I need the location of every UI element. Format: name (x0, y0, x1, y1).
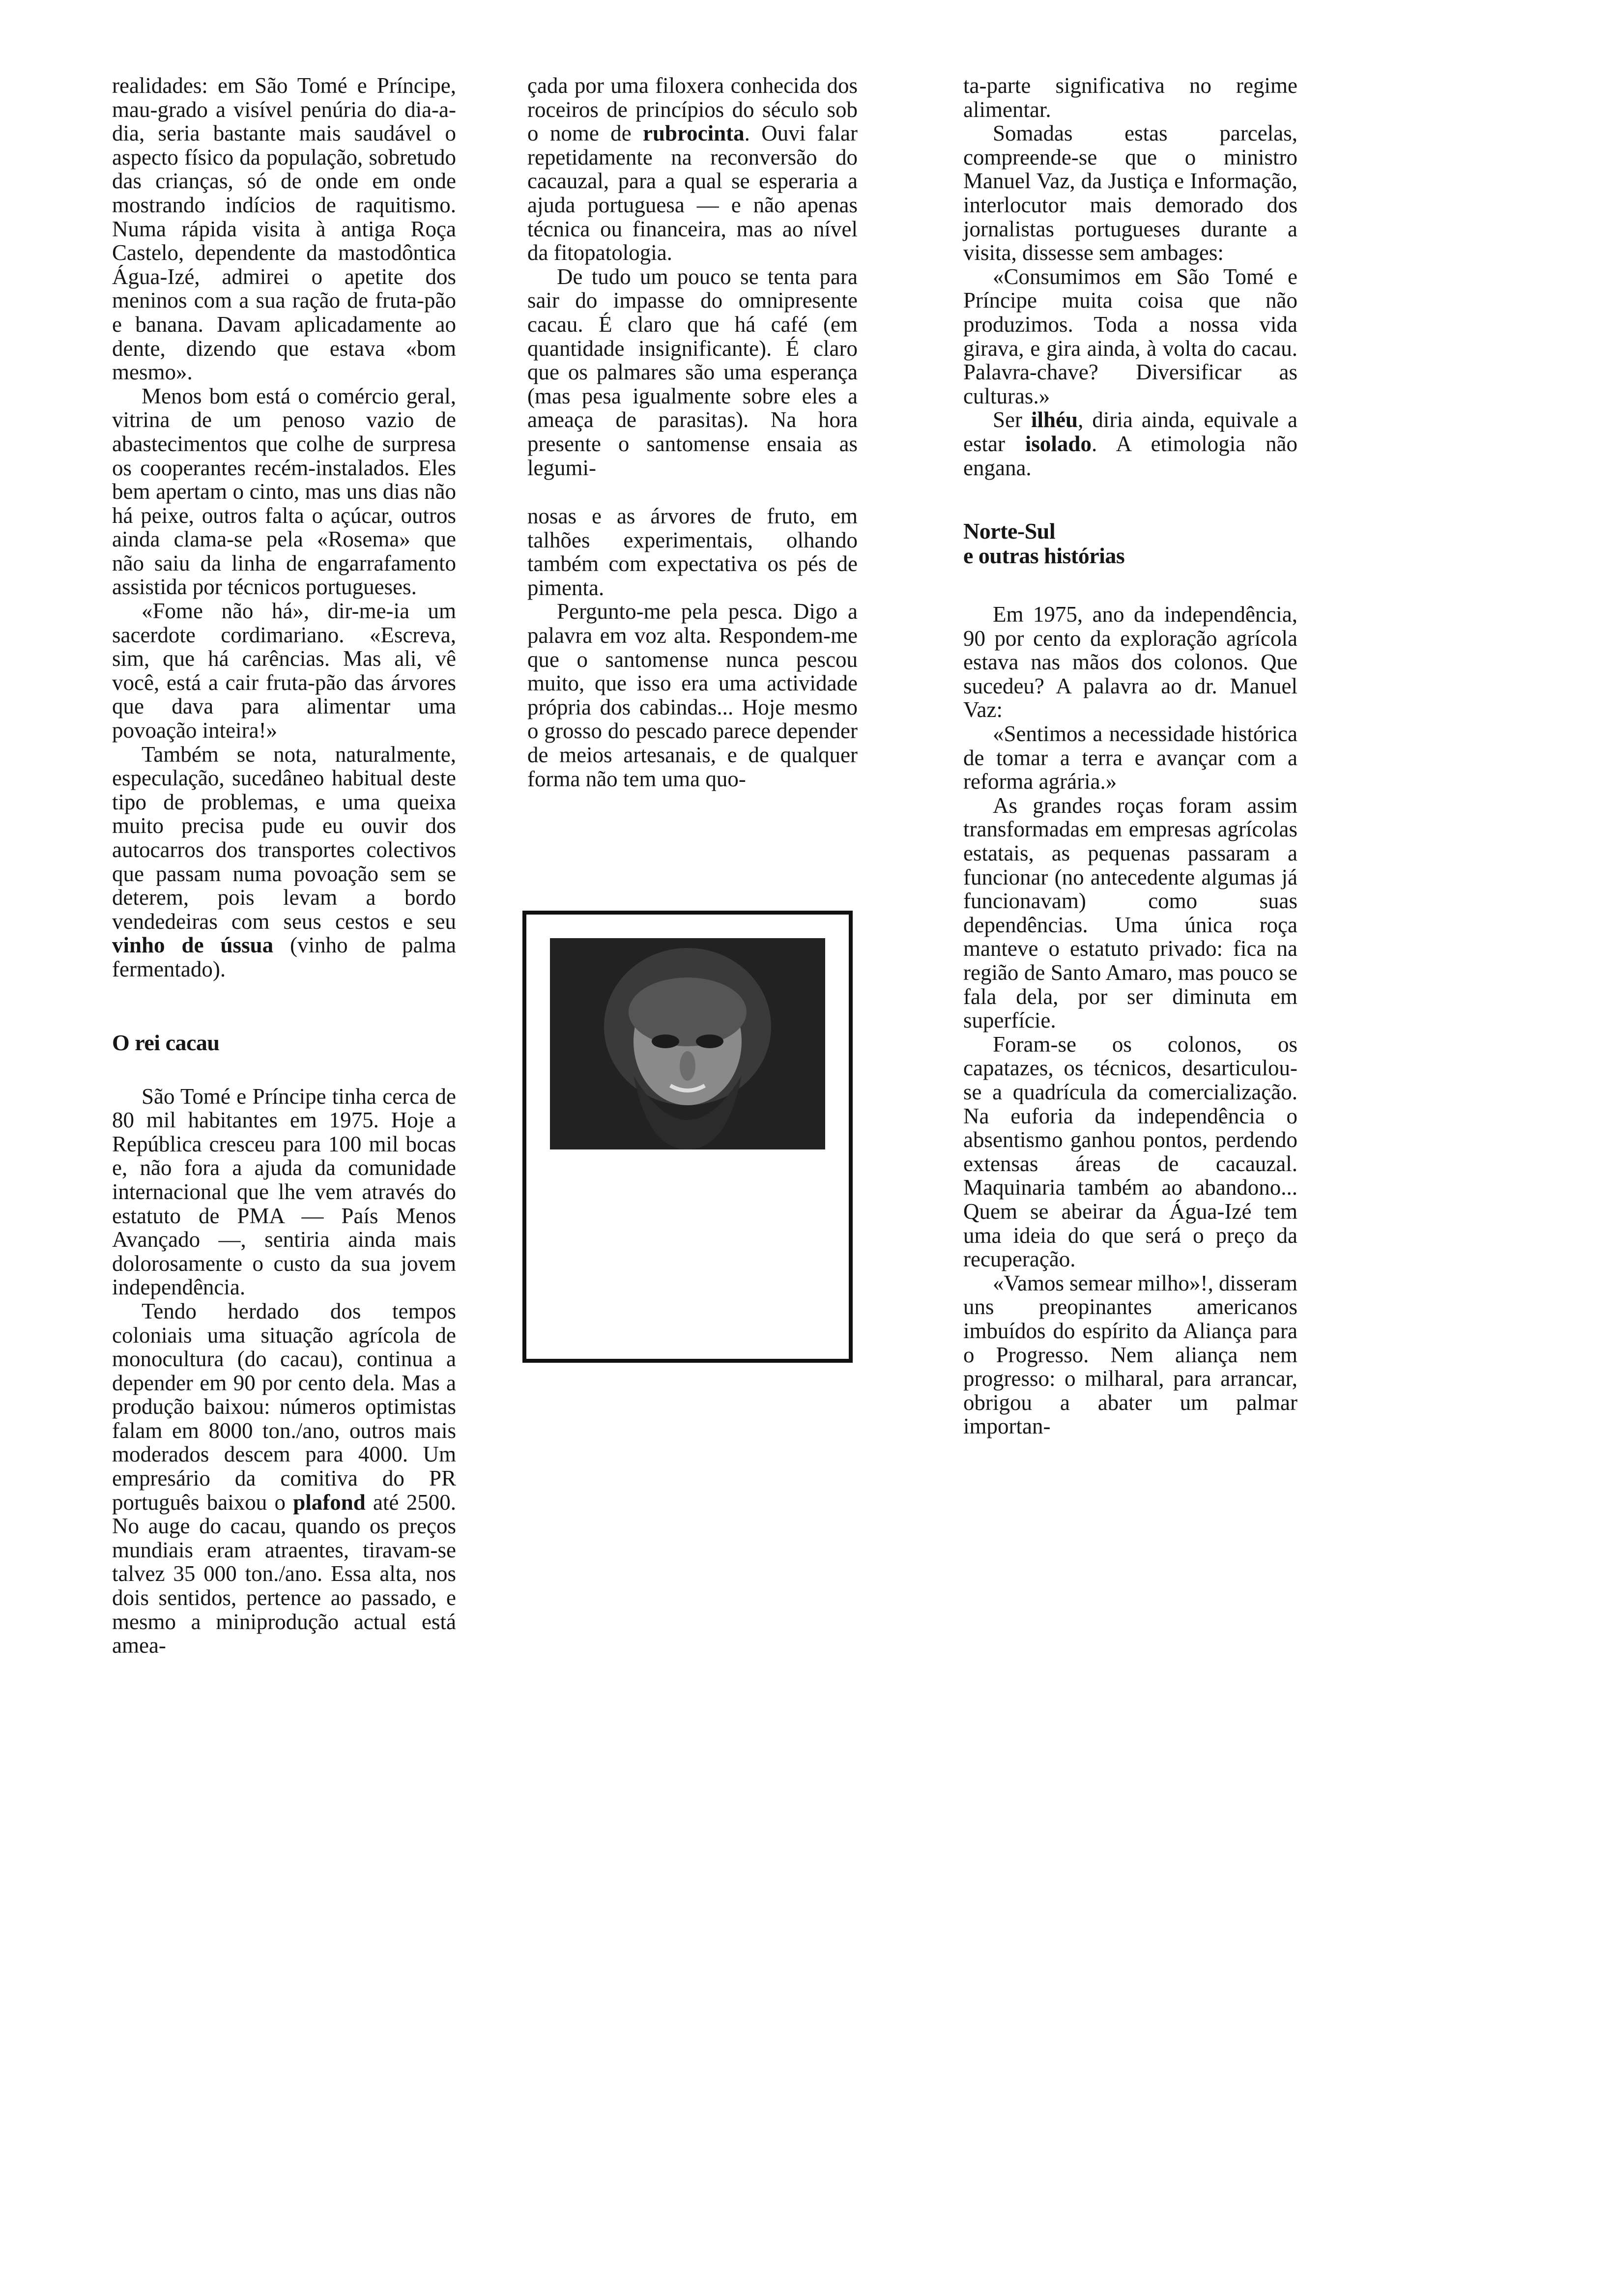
paragraph: Menos bom está o comércio geral, vitrina de um penoso vazio de abastecimentos que colhe de surpresa os cooperantes recém-instalados. Eles bem apertam o cinto, mas uns dias não há peixe, outros falta o açúcar, outros ainda clama-se pela «Rosema» que não saiu da linha de engarrafamento assistida por técnicos portugueses. (112, 383, 456, 600)
paragraph: Somadas estas parcelas, compreende-se que o ministro Manuel Vaz, da Justiça e Informação, interlocutor mais demorado dos jornalistas portugueses durante a visita, dissesse sem ambages: (963, 121, 1297, 265)
article-column-1 (112, 74, 456, 1658)
paragraph: Em 1975, ano da independência, 90 por cento da exploração agrícola estava nas mãos dos colonos. Que sucedeu? A palavra ao dr. Manuel Vaz: (963, 602, 1297, 722)
article-column-2 (527, 74, 858, 791)
byline-box (522, 911, 853, 1363)
paragraph: çada por uma filoxera conhecida dos roceiros de princípios do século sob o nome de rubrocinta. Ouvi falar repetidamente na reconversão do cacauzal, para a qual se esperaria a ajuda portuguesa — e não apenas técnica ou financeira, mas ao nível da fitopatologia. (527, 73, 858, 265)
paragraph: Tendo herdado dos tempos coloniais uma situação agrícola de monocultura (do cacau), continua a depender em 90 por cento dela. Mas a produção baixou: números optimistas falam em 8000 ton./ano, outros mais moderados descem para 4000. Um empresário da comitiva do PR português baixou o plafond até 2500. No auge do cacau, quando os preços mundiais eram atraentes, tiravam-se talvez 35 000 ton./ano. Essa alta, nos dois sentidos, pertence ao passado, e mesmo a miniprodução actual está amea- (112, 1298, 457, 1658)
paragraph: As grandes roças foram assim transformadas em empresas agrícolas estatais, as pequenas passaram a funcionar (no antecedente algumas já funcionavam) como suas dependências. Uma única roça manteve o estatuto privado: fica na região de Santo Amaro, mas pouco se fala dela, por ser diminuta em superfície. (963, 793, 1297, 1033)
article-column-3 (963, 74, 1297, 1438)
paragraph: Também se nota, naturalmente, especulação, sucedâneo habitual deste tipo de problemas, e uma queixa muito precisa pude eu ouvir dos autocarros dos transportes colectivos que passam numa povoação sem se deterem, pois levam a bordo vendedeiras com seus cestos e seu vinho de ússua (vinho de palma fermentado). (112, 742, 456, 981)
paragraph: realidades: em São Tomé e Príncipe, mau-grado a visível penúria do dia-a-dia, seria bastante mais saudável o aspecto físico da população, sobretudo das crianças, só de onde em onde mostrando indícios de raquitismo. Numa rápida visita à antiga Roça Castelo, dependente da mastodôntica Água-Izé, admirei o apetite dos meninos com a sua ração de fruta-pão e banana. Davam aplicadamente ao dente, dizendo que estava «bom mesmo». (112, 73, 456, 385)
paragraph: São Tomé e Príncipe tinha cerca de 80 mil habitantes em 1975. Hoje a República cresceu para 100 mil bocas e, não fora a ajuda da comunidade internacional que lhe vem através do estatuto de PMA — País Menos Avançado —, sentiria ainda mais dolorosamente o custo da sua jovem independência. (112, 1084, 456, 1300)
paragraph: Foram-se os colonos, os capatazes, os técnicos, desarticulou-se a quadrícula da comercialização. Na euforia da independência o absentismo ganhou pontos, perdendo extensas áreas de cacauzal. Maquinaria também ao abandono... Quem se abeirar da Água-Izé tem uma ideia do que será o preço da recuperação. (963, 1032, 1297, 1272)
paragraph: «Fome não há», dir-me-ia um sacerdote cordimariano. «Escreva, sim, que há carências. Mas ali, vê você, está a cair fruta-pão das árvores que dava para alimentar uma povoação inteira!» (112, 599, 456, 743)
paragraph: «Consumimos em São Tomé e Príncipe muita coisa que não produzimos. Toda a nossa vida girava, e gira ainda, à volta do cacau. Palavra-chave? Diversificar as culturas.» (963, 264, 1297, 408)
paragraph: «Sentimos a necessidade histórica de tomar a terra e avançar com a reforma agrária.» (963, 721, 1297, 794)
author-portrait (550, 938, 825, 1149)
paragraph: Ser ilhéu, diria ainda, equivale a estar isolado. A etimologia não engana. (963, 407, 1298, 480)
paragraph: Pergunto-me pela pesca. Digo a palavra em voz alta. Respondem-me que o santomense nunca pescou muito, que isso era uma actividade própria dos cabindas... Hoje mesmo o grosso do pescado parece depender de meios artesanais, e de qualquer forma não tem uma quo- (527, 599, 858, 791)
section-heading: O rei cacau (112, 1030, 220, 1055)
paragraph: «Vamos semear milho»!, disseram uns preopinantes americanos imbuídos do espírito da Aliança para o Progresso. Nem aliança nem progresso: o milharal, para arrancar, obrigou a abater um palmar importan- (963, 1270, 1297, 1439)
section-heading: Norte-Sul e outras histórias (963, 518, 1125, 569)
paragraph: nosas e as árvores de fruto, em talhões experimentais, olhando também com expectativa os pés de pimenta. (527, 504, 858, 600)
paragraph: De tudo um pouco se tenta para sair do impasse do omnipresente cacau. É claro que há café (em quantidade insignificante). É claro que os palmares são uma esperança (mas pesa igualmente sobre eles a ameaça de parasitas). Na hora presente o santomense ensaia as legumi- (527, 264, 858, 480)
paragraph: ta-parte significativa no regime alimentar. (963, 73, 1297, 122)
portrait-image (550, 938, 825, 1149)
